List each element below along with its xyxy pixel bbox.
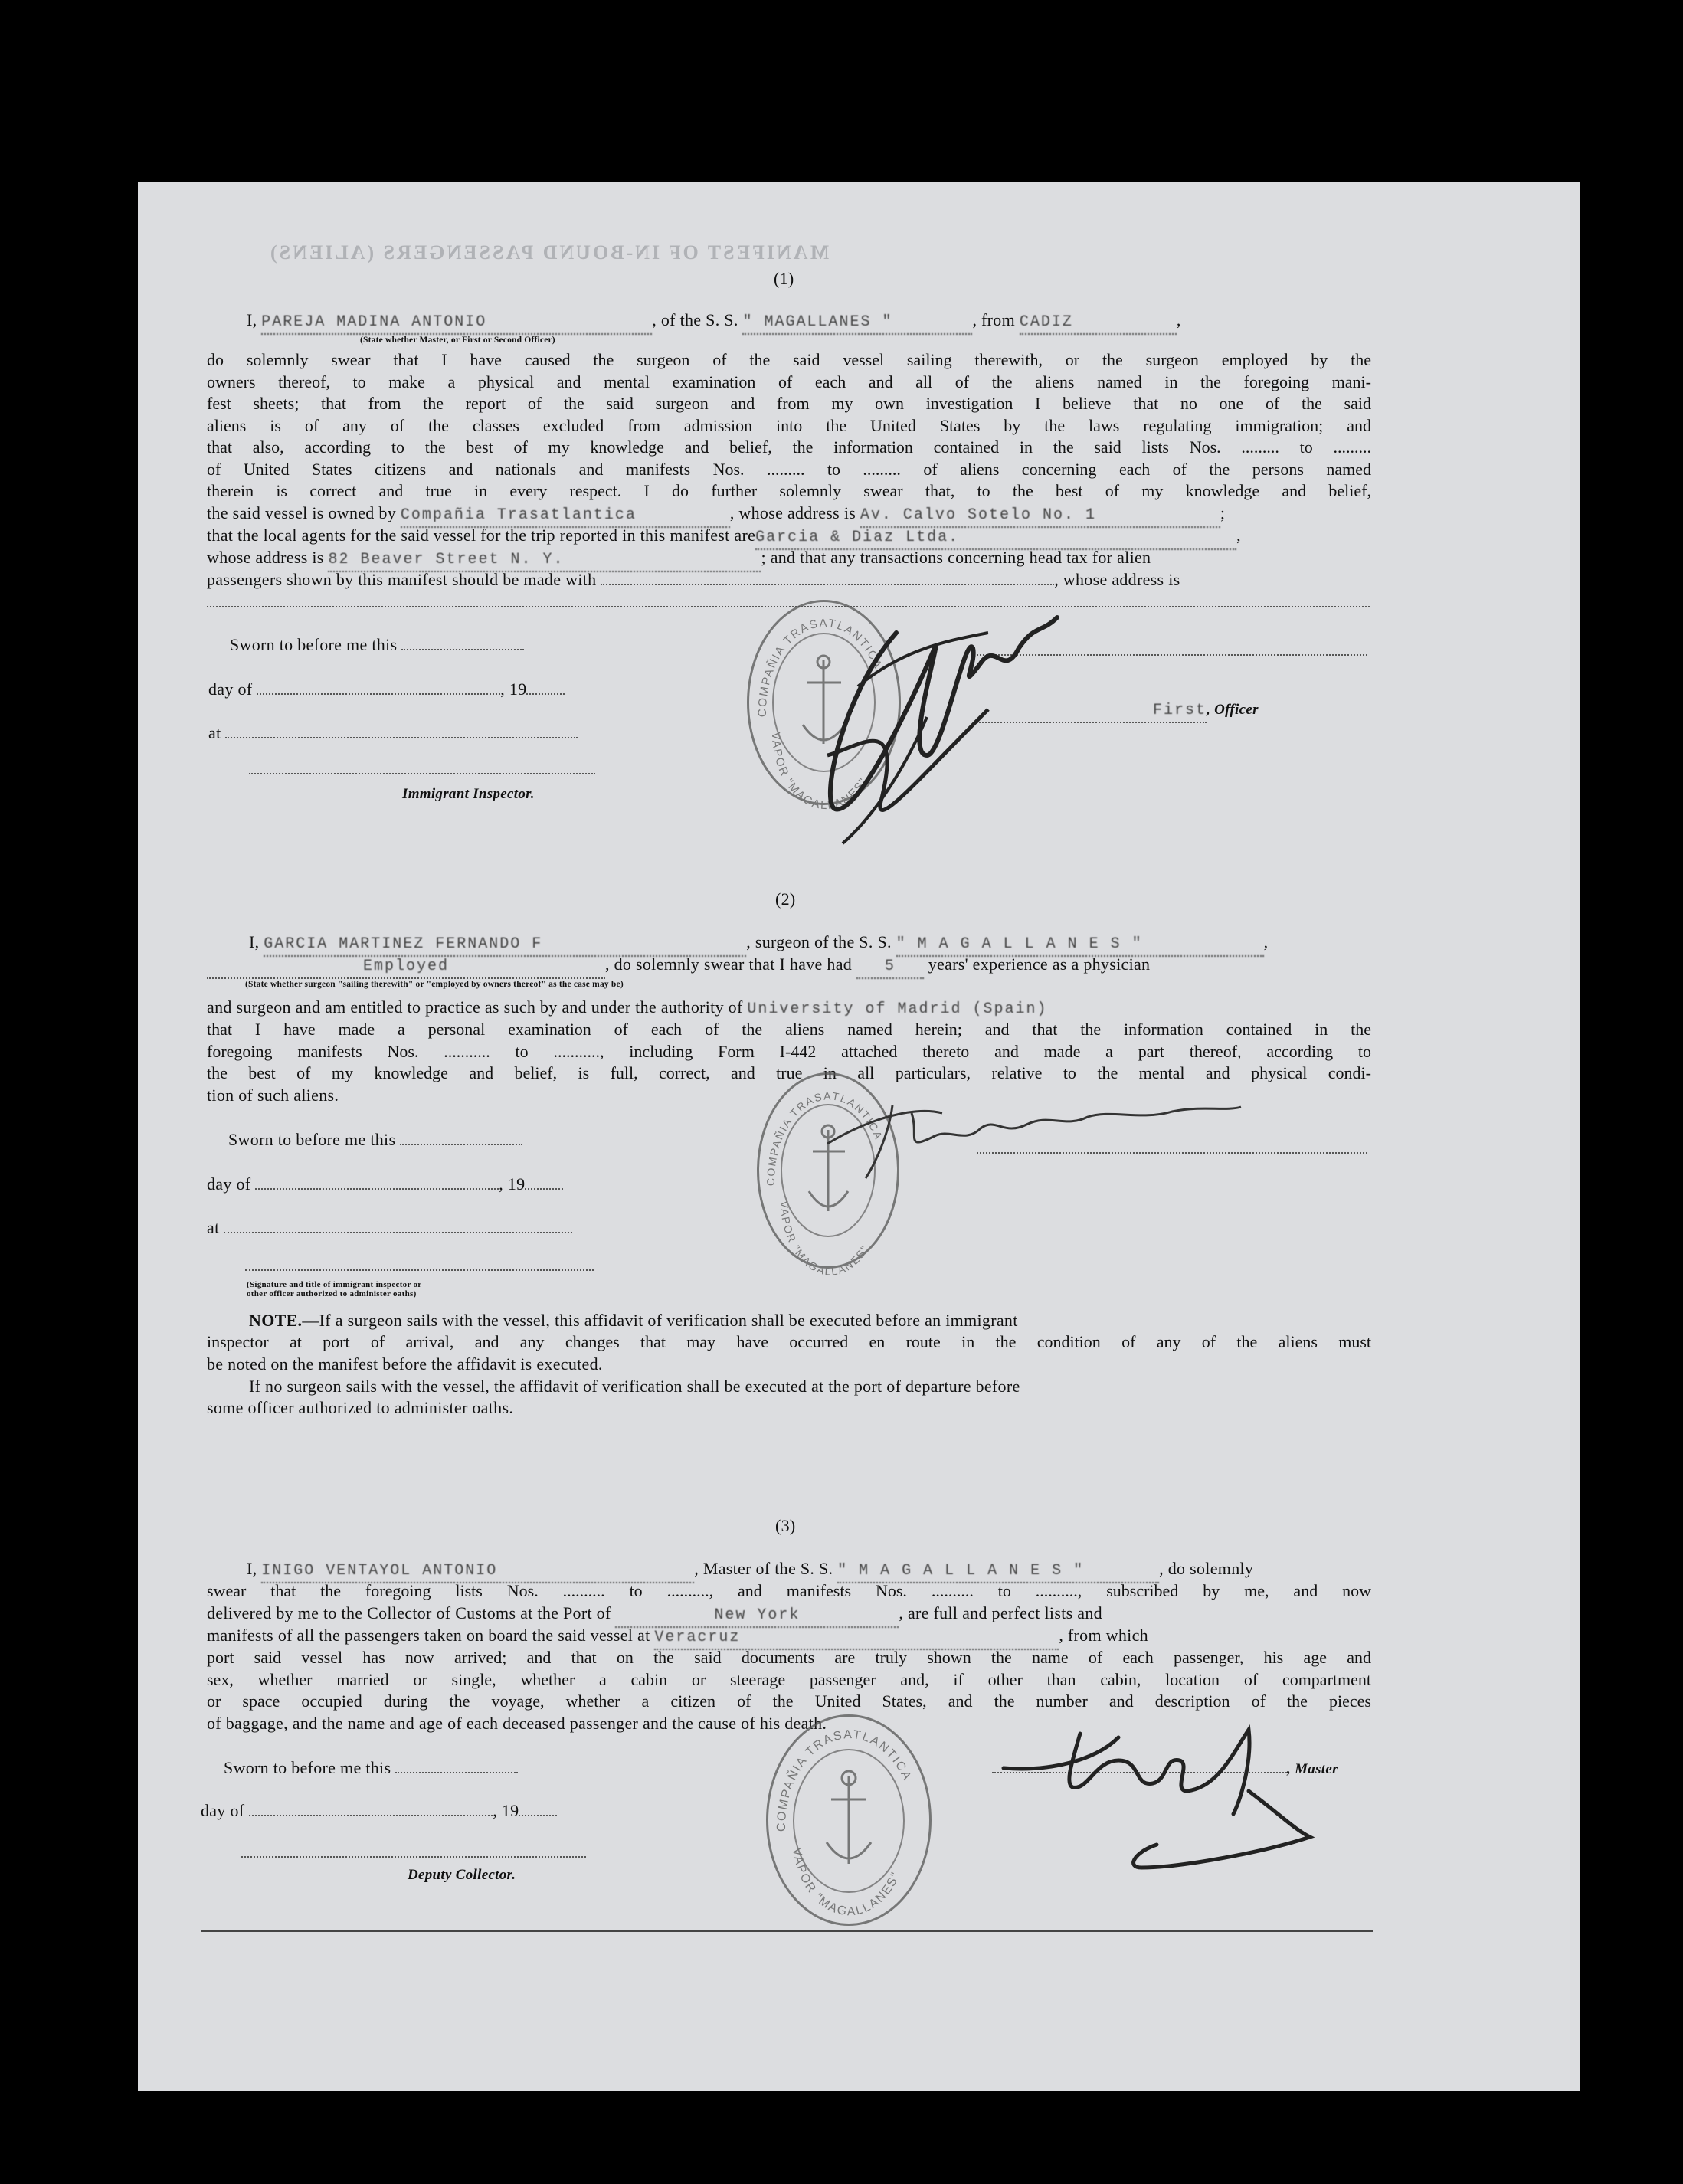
sworn-label-3: Sworn to before me this (224, 1758, 391, 1777)
body-line: therein is correct and true in every respect. I do further solemnly swear that, to the best of my knowledge and belief, (207, 481, 1371, 500)
inspector-label: Immigrant Inspector. (402, 786, 535, 802)
year-label-2: , 19 (499, 1174, 526, 1194)
whose-address-label: , whose address is (729, 503, 856, 522)
sworn-1 (230, 634, 524, 656)
sworn-field (401, 649, 524, 650)
surgeon-name-field: GARCIA MARTINEZ FERNANDO F (264, 934, 746, 957)
ship-name-field-2: " M A G A L L A N E S " (896, 934, 1264, 957)
at-field-2 (224, 1232, 572, 1233)
sig-note-line: (Signature and title of immigrant inspector or (247, 1280, 422, 1289)
years-field: 5 (856, 956, 924, 979)
year-label-3: , 19 (493, 1801, 519, 1820)
bottom-rule (201, 1930, 1373, 1932)
at-2 (207, 1217, 572, 1239)
officer-rank: First (1152, 702, 1207, 719)
whose-address-label-2: , whose address is (1054, 570, 1180, 589)
body-line: sex, whether married or single, whether a cabin or steerage passenger and, if other than cabin, location of compartment (207, 1669, 1371, 1689)
owned-by-label: the said vessel is owned by (207, 503, 397, 522)
sworn-label: Sworn to before me this (230, 635, 398, 654)
body-line: swear that the foregoing lists Nos. .......... to .........., and manifests Nos. .......... to .........., subscribed by me, and now (207, 1581, 1371, 1600)
sworn-label-2: Sworn to before me this (228, 1130, 396, 1149)
section-2-line-1: I, GARCIA MARTINEZ FERNANDO F , surgeon of the S. S. " M A G A L L A N E S " , (249, 932, 1268, 957)
owner-address-field: Av. Calvo Sotelo No. 1 (860, 505, 1220, 528)
day-field-3 (249, 1815, 493, 1816)
officer-note: (State whether Master, or First or Second Officer) (360, 336, 555, 345)
sig-note-line: other officer authorized to administer oaths) (247, 1289, 417, 1298)
authority-label: and surgeon and am entitled to practice as such by and under the authority of (207, 997, 743, 1017)
i-label: I, (247, 310, 257, 329)
body-line: foregoing manifests Nos. ........... to ..........., including Form I-442 attached thereto and made a part thereof, according to (207, 1041, 1371, 1061)
note-1 (249, 1310, 1018, 1331)
body-line: or space occupied during the voyage, whether a citizen of the United States, and the number and description of the pieces (207, 1691, 1371, 1711)
section-3-body (207, 1647, 1371, 1713)
day-field (257, 693, 500, 695)
agents-address-label: whose address is (207, 548, 324, 567)
svg-text:COMPAÑIA TRASATLANTICA (775, 1728, 914, 1832)
agents-field: Garcia & Diaz Ltda. (755, 527, 1236, 550)
stamp-top-text: COMPAÑIA TRASATLANTICA (764, 1089, 886, 1187)
note-line: inspector at port of arrival, and any changes that may have occurred en route in the condition of any of the aliens must (207, 1332, 1371, 1351)
officer-sig-field-2 (245, 1269, 594, 1271)
body-line: fest sheets; that from the report of the said surgeon and from my own investigation I believe that no one of the said (207, 394, 1371, 413)
i-label-3: I, (247, 1559, 257, 1578)
year-field-2 (525, 1188, 563, 1190)
svg-text:VAPOR "MAGALLANES" (778, 1200, 871, 1277)
at-label-2: at (207, 1218, 220, 1237)
head-tax-field (601, 584, 1054, 585)
port-field: New York (615, 1605, 899, 1628)
employ-note: (State whether surgeon "sailing therewith" or "employed by owners thereof" as the case may be) (245, 980, 624, 989)
section-3-last: of baggage, and the name and age of each deceased passenger and the cause of his death. (207, 1714, 827, 1733)
section-2-number: (2) (775, 889, 796, 909)
manifest-page (138, 182, 1580, 2091)
sworn-field-3 (395, 1772, 518, 1773)
employment: Employed (362, 958, 449, 975)
stamp-bottom-text: VAPOR "MAGALLANES" (789, 1846, 903, 1919)
authority-line (207, 997, 1047, 1020)
day-of-label-3: day of (201, 1801, 245, 1820)
head-tax-line (207, 569, 1180, 591)
note-body (207, 1331, 1371, 1354)
year-field (526, 693, 565, 695)
head-tax-label: passengers shown by this manifest should be made with (207, 570, 597, 589)
at-label: at (208, 723, 221, 742)
sig-note (247, 1280, 422, 1298)
stamp-ring-text (768, 1717, 929, 1924)
body-line: do solemnly swear that I have caused the surgeon of the said vessel sailing therewith, or the surgeon employed by the (207, 350, 1371, 369)
section-1-line-1: I, PAREJA MADINA ANTONIO , of the S. S. " MAGALLANES " , from CADIZ , (247, 309, 1181, 335)
section-3-number: (3) (775, 1516, 796, 1535)
ship-name-field-3: " M A G A L L A N E S " (837, 1560, 1159, 1583)
officer-signature (812, 602, 1065, 847)
stamp-bottom-text: VAPOR "MAGALLANES" (768, 732, 871, 813)
inspector-sig-field (249, 773, 595, 774)
note-line: —If a surgeon sails with the vessel, this affidavit of verification shall be executed before an immigrant (302, 1311, 1018, 1330)
faint-header: MANIFEST OF IN-BOUND PASSENGERS (ALIENS) (268, 241, 830, 264)
section-1-body (207, 349, 1371, 503)
port-label: delivered by me to the Collector of Customs at the Port of (207, 1603, 611, 1622)
note-last: be noted on the manifest before the affidavit is executed. (207, 1354, 603, 1374)
years-label: years' experience as a physician (928, 954, 1151, 974)
section-2-last: tion of such aliens. (207, 1085, 339, 1105)
collector-label: Deputy Collector. (408, 1867, 516, 1883)
master-of-label: , Master of the S. S. (694, 1559, 833, 1578)
year-field-3 (519, 1815, 557, 1816)
master-name-field: PAREJA MADINA ANTONIO (261, 312, 652, 335)
company-stamp-3 (766, 1714, 932, 1926)
body-line: port said vessel has now arrived; and that on the said documents are truly shown the name of each passenger, his age and (207, 1648, 1371, 1667)
full-perfect-label: , are full and perfect lists and (899, 1603, 1102, 1622)
body-line: aliens is of any of the classes excluded from admission into the United States by the laws regulating immigration; and (207, 415, 1371, 435)
collector-sig-field (241, 1856, 586, 1858)
i-label-2: I, (249, 932, 260, 951)
stamp-top-text: COMPAÑIA TRASATLANTICA (755, 617, 885, 718)
body-line: that also, according to the best of my knowledge and belief, the information contained in the said lists Nos. ......... to ......... (207, 437, 1371, 457)
from-port-field: CADIZ (1020, 312, 1177, 335)
from-which-label: , from which (1059, 1626, 1148, 1645)
agents-line: that the local agents for the said vessel for the trip reported in this manifest areGarcia & Diaz Ltda. , (207, 525, 1241, 550)
day-field-2 (255, 1188, 499, 1190)
of-the-ss-label: , of the S. S. (652, 310, 738, 329)
year-label: , 19 (500, 679, 527, 699)
day-of-1 (208, 679, 565, 700)
note-label: NOTE. (249, 1311, 303, 1330)
body-line: owners thereof, to make a physical and mental examination of each and all of the aliens named in the foregoing mani- (207, 372, 1371, 391)
body-line: the best of my knowledge and belief, is full, correct, and true in all particulars, relative to the mental and physical condi- (207, 1063, 1371, 1082)
day-of-label-2: day of (207, 1174, 251, 1194)
stamp-top-text: COMPAÑIA TRASATLANTICA (774, 1728, 915, 1832)
owner-line: the said vessel is owned by Compañia Trasatlantica , whose address is Av. Calvo Sotelo No. 1 ; (207, 503, 1225, 528)
inspector-sig-line (249, 758, 595, 780)
ship-name-field: " MAGALLANES " (742, 312, 972, 335)
taken-label: manifests of all the passengers taken on board the said vessel at (207, 1626, 650, 1645)
day-of-label: day of (208, 679, 253, 699)
sworn-2 (228, 1129, 522, 1151)
day-of-3 (201, 1800, 557, 1822)
taken-port-field: Veracruz (654, 1627, 1059, 1650)
day-of-2 (207, 1174, 563, 1195)
master-label: , Master (1287, 1761, 1338, 1777)
owner-field: Compañia Trasatlantica (401, 505, 730, 528)
surgeon-of-label: , surgeon of the S. S. (746, 932, 892, 951)
body-line: of United States citizens and nationals and manifests Nos. ......... to ......... of aliens concerning each of the persons named (207, 459, 1371, 479)
body-line: that I have made a personal examination of each of the aliens named herein; and that the information contained in the (207, 1020, 1371, 1039)
master-signature (988, 1714, 1348, 1883)
agents-label: that the local agents for the said vessel for the trip reported in this manifest are (207, 526, 756, 545)
at-1 (208, 722, 578, 744)
section-3-body-1 (207, 1580, 1371, 1603)
at-field (225, 737, 578, 738)
section-1-number: (1) (774, 269, 794, 288)
officer-label: , Officer (1207, 702, 1259, 718)
sworn-field-2 (400, 1144, 522, 1145)
swear-text: , do solemnly swear that I have had (605, 954, 853, 974)
do-solemnly-label: , do solemnly (1159, 1559, 1254, 1578)
collector-sig-line (241, 1842, 586, 1863)
note-2-last: some officer authorized to administer oaths. (207, 1398, 514, 1417)
stamp-bottom-text: VAPOR "MAGALLANES" (778, 1200, 872, 1278)
from-label: , from (972, 310, 1016, 329)
master-name-field-3: INIGO VENTAYOL ANTONIO (261, 1560, 694, 1583)
sworn-3 (224, 1757, 518, 1779)
head-tax-text: ; and that any transactions concerning head tax for alien (761, 548, 1151, 567)
agents-address-field: 82 Beaver Street N. Y. (328, 549, 761, 572)
authority-field: University of Madrid (Spain) (747, 1000, 1048, 1018)
officer-sig-line-2 (245, 1255, 594, 1276)
surgeon-signature (820, 1090, 1249, 1182)
note-2: If no surgeon sails with the vessel, the affidavit of verification shall be executed at the port of departure before (249, 1377, 1020, 1396)
